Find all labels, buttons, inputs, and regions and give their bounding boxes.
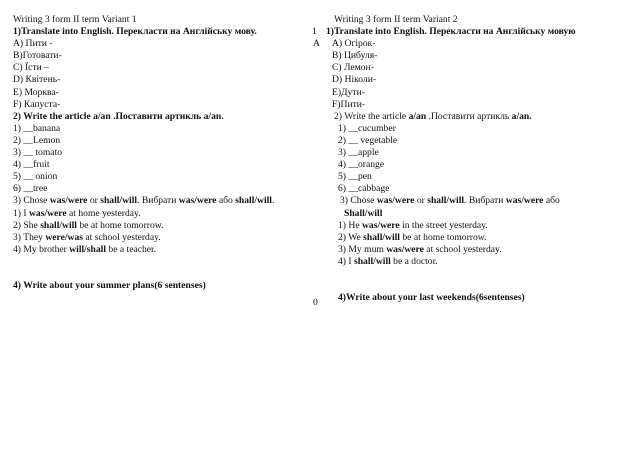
variant-2-word: F)Пити- [332,98,366,110]
variant-2-sentence: 4) I shall/will be a doctor. [338,255,438,267]
variant-2-article: 5) __pen [338,171,372,183]
variant-1-word: E) Морква- [13,86,59,98]
variant-2-article: 3) __apple [338,147,379,159]
variant-2-task-2: 2) Write the article a/an .Поставити артикль a/an. [334,110,532,122]
variant-2-article: 2) __ vegetable [338,134,398,146]
variant-2-word: E)Дути- [332,86,365,98]
variant-2-sentence: 2) We shall/will be at home tomorrow. [338,231,487,243]
variant-1-task-3: 3) Chose was/were or shall/will. Вибрати was/were або shall/will. [13,195,275,207]
variant-2-article: 6) __cabbage [338,183,390,195]
variant-2-article: 4) __orange [338,159,385,171]
variant-2-word: A) Огірок- [332,38,376,50]
variant-2-word: B) Цибуля- [332,50,378,62]
variant-2-task-1: 1)Translate into English. Перекласти на Англійську мовую [326,26,576,38]
variant-2-sentence: 3) My mum was/were at school yesterday. [338,243,502,255]
variant-1-task-2: 2) Write the article a/an .Поставити артикль a/an. [13,110,224,122]
variant-1-word: B)Готовати- [13,50,62,62]
variant-2-task-4: 4)Write about your last weekends(6sentenses) [338,291,525,303]
variant-2-word: C) Лемон- [332,62,374,74]
variant-2-sentence: 1) He was/were in the street yesterday. [338,219,488,231]
variant-1-article: 6) __tree [13,183,48,195]
variant-1-title: Writing 3 form II term Variant 1 [13,14,137,25]
variant-1-sentence: 4) My brother will/shall be a teacher. [13,243,157,255]
margin-mark-a: A [313,38,320,49]
variant-2-task-3-cont: Shall/will [344,207,383,219]
variant-1-article: 4) __fruit [13,159,50,171]
variant-2-word: D) Ніколи- [332,74,377,86]
margin-mark-one: 1 [312,26,317,37]
variant-1-article: 1) __banana [13,122,61,134]
variant-1-word: F) Капуста- [13,98,61,110]
variant-1-task-4: 4) Write about your summer plans(6 sentenses) [13,279,206,291]
variant-1-word: A) Пити - [13,38,53,50]
variant-1-sentence: 1) I was/were at home yesterday. [13,207,141,219]
variant-2-task-3: 3) Chose was/were or shall/will. Вибрати was/were або [340,195,560,207]
variant-1-sentence: 3) They were/was at school yesterday. [13,231,161,243]
variant-1-sentence: 2) She shall/will be at home tomorrow. [13,219,164,231]
variant-1-word: C) Їсти – [13,62,49,74]
variant-2-article: 1) __cucumber [338,122,396,134]
variant-1-task-1: 1)Translate into English. Перекласти на Англійську мову. [13,26,257,38]
variant-1-article: 3) __ tomato [13,147,63,159]
variant-2-title: Writing 3 form II term Variant 2 [334,14,458,25]
variant-1-article: 5) __ onion [13,171,58,183]
variant-1-article: 2) __Lemon [13,134,61,146]
page-number-zero: 0 [313,297,318,308]
variant-1-column [13,14,313,292]
variant-2-column [326,14,626,304]
variant-1-word: D) Квітень- [13,74,61,86]
